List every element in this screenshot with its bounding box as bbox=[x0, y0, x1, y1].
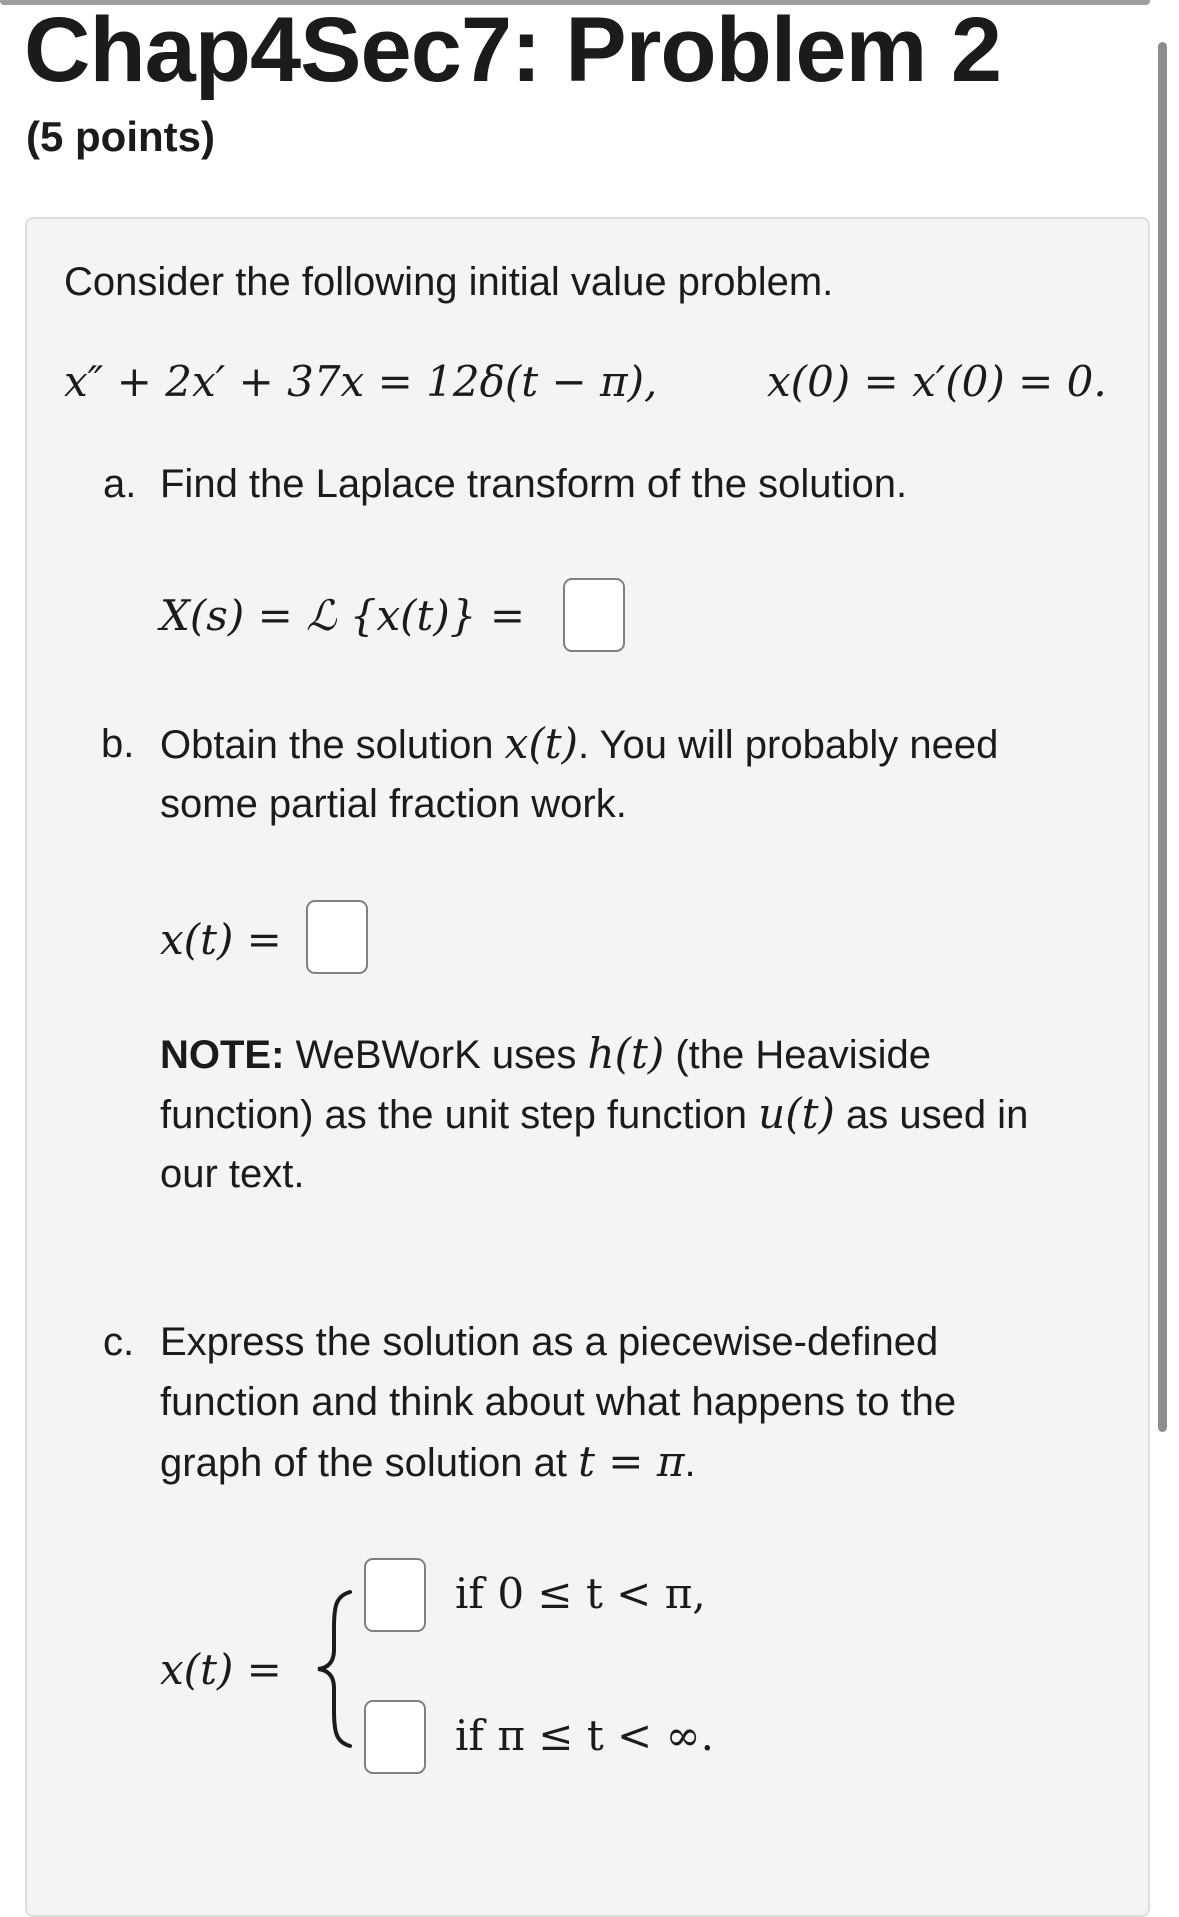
part-b-marker: b. bbox=[101, 722, 135, 766]
ode-equation: x″ + 2x′ + 37x = 12δ(t − π), bbox=[64, 357, 658, 406]
part-a-marker: a. bbox=[103, 462, 137, 506]
part-a-lhs: X(s) = ℒ {x(t)} = bbox=[160, 591, 526, 640]
part-b-text-line2: some partial fraction work. bbox=[160, 782, 627, 826]
laplace-answer-input[interactable] bbox=[563, 578, 625, 652]
problem-intro: Consider the following initial value problem. bbox=[64, 260, 834, 304]
scrollbar[interactable] bbox=[1158, 42, 1167, 1432]
page-title: Chap4Sec7: Problem 2 bbox=[24, 0, 1002, 101]
part-c-line-2: function and think about what happens to the bbox=[160, 1380, 957, 1424]
points-label: (5 points) bbox=[26, 113, 215, 160]
part-a-text: Find the Laplace transform of the solution. bbox=[160, 462, 908, 506]
note-line-3: our text. bbox=[160, 1152, 305, 1196]
part-c-line-3: graph of the solution at t = π. bbox=[160, 1437, 696, 1486]
part-b-lhs: x(t) = bbox=[160, 915, 282, 964]
piecewise-case-1-input[interactable] bbox=[364, 1558, 426, 1632]
piecewise-brace bbox=[310, 1588, 360, 1750]
part-c-line-1: Express the solution as a piecewise-defined bbox=[160, 1320, 939, 1364]
piecewise-case-2-condition: if π ≤ t < ∞. bbox=[455, 1711, 714, 1760]
note-line-2: function) as the unit step function u(t) as used in bbox=[160, 1089, 1029, 1138]
part-c-lhs: x(t) = bbox=[160, 1645, 282, 1694]
part-b-text: Obtain the solution x(t). You will probably need bbox=[160, 719, 999, 768]
note-line-1: NOTE: WeBWorK uses h(t) (the Heaviside bbox=[160, 1029, 932, 1078]
initial-conditions: x(0) = x′(0) = 0. bbox=[767, 357, 1107, 406]
solution-answer-input[interactable] bbox=[306, 900, 368, 974]
part-c-marker: c. bbox=[103, 1320, 135, 1364]
piecewise-case-1-condition: if 0 ≤ t < π, bbox=[455, 1569, 706, 1618]
piecewise-case-2-input[interactable] bbox=[364, 1700, 426, 1774]
